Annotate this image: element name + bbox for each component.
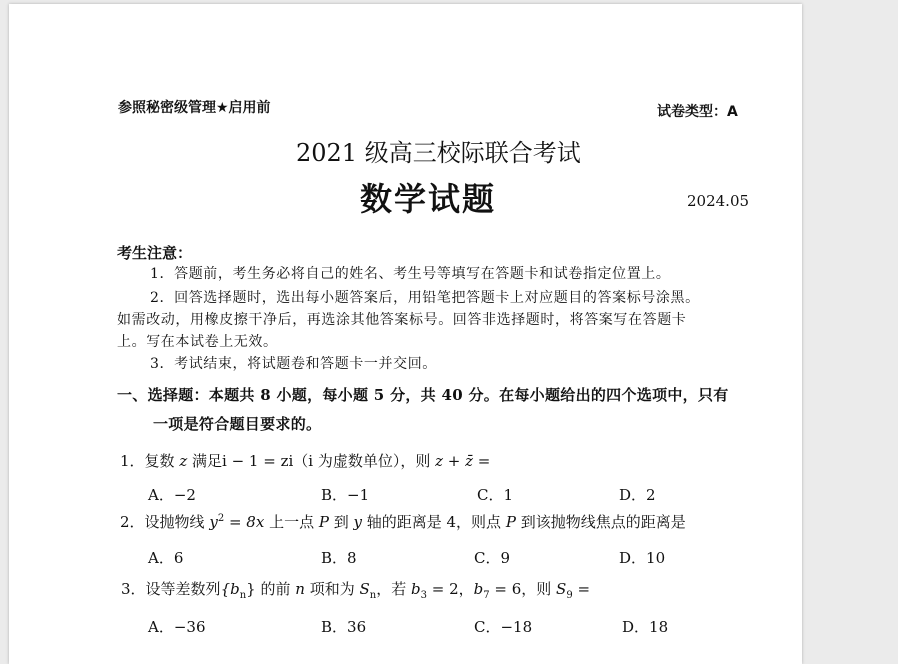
option-a: A．6 <box>148 549 184 567</box>
question-number: 3． <box>121 580 146 598</box>
question-3 <box>121 578 590 601</box>
notice-line-2: 2．回答选择题时，选出每小题答案后，用铅笔把答题卡上对应题目的答案标号涂黑。 <box>150 290 700 306</box>
math-equation: = 6，则 <box>489 580 557 598</box>
option-d: D．10 <box>619 549 666 567</box>
question-text: ，若 <box>376 580 411 598</box>
math-var: y <box>353 513 362 531</box>
question-text: 项和为 <box>304 580 360 598</box>
confidentiality-label: 参照秘密级管理★启用前 <box>118 100 271 116</box>
math-expression: z + z̄ = <box>435 452 491 470</box>
math-subscript: n <box>369 590 377 601</box>
exam-title: 2021 级高三校际联合考试 <box>296 139 581 167</box>
math-var: b <box>473 580 484 598</box>
option-d: D．18 <box>622 618 669 636</box>
question-text: 上一点 <box>264 513 319 531</box>
math-exponent: 2 <box>217 513 225 524</box>
question-text: 的前 <box>255 580 296 598</box>
question-text: （i 为虚数单位），则 <box>293 452 436 470</box>
math-brace: } <box>246 580 256 598</box>
math-equation: = <box>572 580 591 598</box>
math-var: y <box>209 513 218 531</box>
question-2 <box>120 511 686 532</box>
math-var: b <box>411 580 421 598</box>
option-b: B．36 <box>321 618 367 636</box>
math-var: S <box>359 580 370 598</box>
option-a: A．−36 <box>148 618 206 636</box>
question-text: 轴的距离是 4，则点 <box>361 513 506 531</box>
option-c: C．1 <box>477 486 514 504</box>
paper-type-label: 试卷类型：A <box>657 104 738 120</box>
math-equation: i − 1 = zi <box>222 452 294 470</box>
option-c: C．−18 <box>474 618 533 636</box>
option-c: C．9 <box>474 549 511 567</box>
notice-line-4: 上。写在本试卷上无效。 <box>117 334 278 350</box>
notice-line-5: 3．考试结束，将试题卷和答题卡一并交回。 <box>150 356 437 372</box>
subject-title: 数学试题 <box>360 180 497 218</box>
math-sequence: {b <box>220 580 240 598</box>
math-equation: = 2， <box>426 580 474 598</box>
section-heading-cont: 一项是符合题目要求的。 <box>153 415 322 433</box>
notice-heading: 考生注意： <box>117 244 193 262</box>
option-d: D．2 <box>619 486 656 504</box>
math-subscript: 3 <box>420 590 427 601</box>
question-text: 到该抛物线焦点的距离是 <box>515 513 686 531</box>
section-heading: 一、选择题：本题共 8 小题，每小题 5 分，共 40 分。在每小题给出的四个选项中，只有 <box>117 386 729 404</box>
math-subscript: 9 <box>566 590 573 601</box>
math-var: P <box>318 513 329 531</box>
question-text: 设等差数列 <box>145 580 221 598</box>
question-text: 设抛物线 <box>144 513 210 531</box>
question-text: 到 <box>328 513 354 531</box>
math-subscript: 7 <box>483 590 490 601</box>
notice-line-1: 1．答题前，考生务必将自己的姓名、考生号等填写在答题卡和试卷指定位置上。 <box>150 266 671 282</box>
math-equation: = 8x <box>224 513 265 531</box>
question-1 <box>120 450 490 471</box>
exam-date: 2024.05 <box>687 192 750 210</box>
question-text: 复数 <box>144 452 180 470</box>
question-number: 2． <box>120 513 145 531</box>
question-text: 满足 <box>187 452 223 470</box>
exam-page <box>9 4 802 664</box>
math-var: P <box>505 513 516 531</box>
math-subscript: n <box>239 590 247 601</box>
question-number: 1． <box>120 452 145 470</box>
math-var: S <box>556 580 567 598</box>
option-b: B．8 <box>321 549 357 567</box>
option-a: A．−2 <box>148 486 196 504</box>
math-var: z <box>179 452 188 470</box>
math-var: n <box>295 580 305 598</box>
option-b: B．−1 <box>321 486 370 504</box>
notice-line-3: 如需改动，用橡皮擦干净后，再选涂其他答案标号。回答非选择题时，将答案写在答题卡 <box>117 312 687 328</box>
